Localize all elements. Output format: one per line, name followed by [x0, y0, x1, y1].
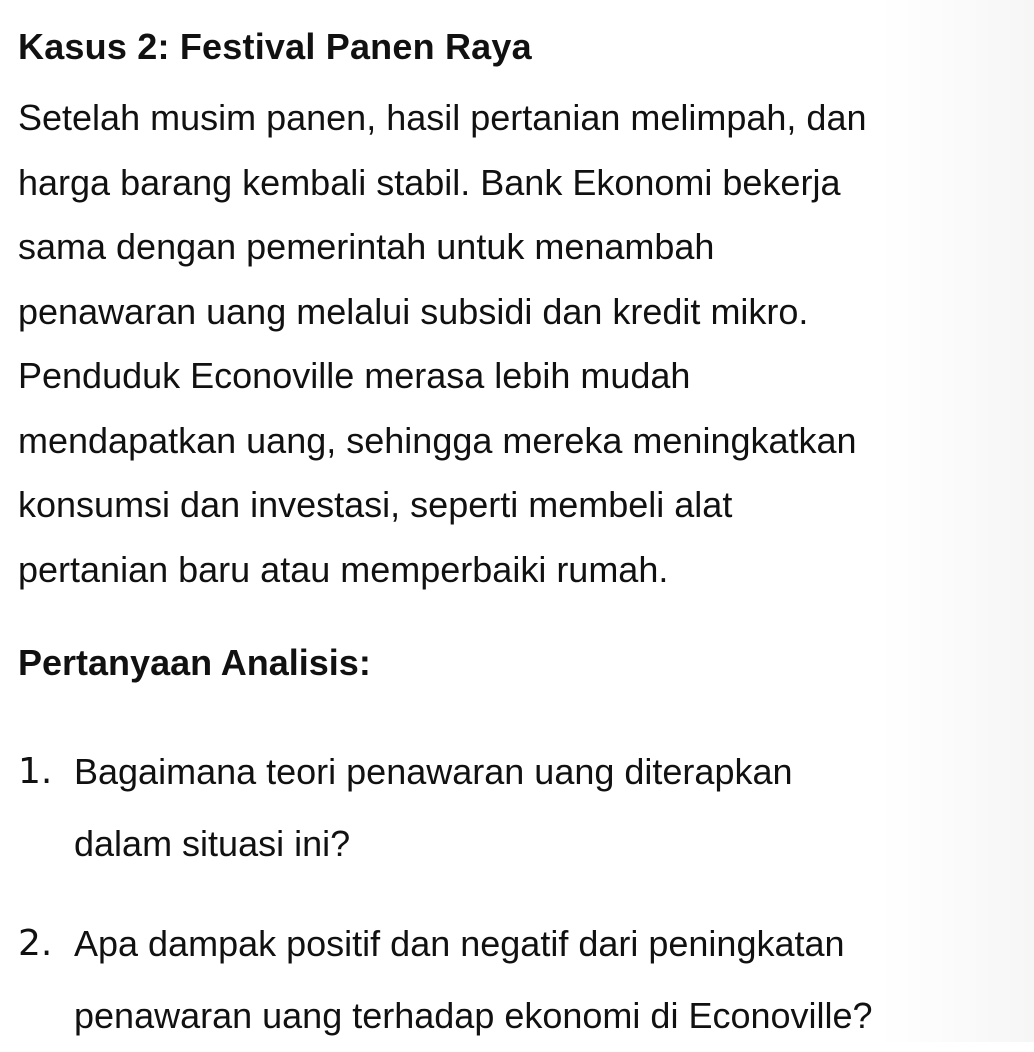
question-text-line: Apa dampak positif dan negatif dari peningkatan: [74, 923, 845, 964]
question-text-line: Bagaimana teori penawaran uang diterapkan: [74, 751, 793, 792]
question-number: 2.: [18, 923, 53, 964]
case-description-line: Setelah musim panen, hasil pertanian melimpah, dan: [18, 97, 867, 138]
question-text-line: penawaran uang terhadap ekonomi di Econoville?: [74, 995, 873, 1036]
analysis-heading: Pertanyaan Analisis:: [18, 642, 371, 683]
case-description-line: pertanian baru atau memperbaiki rumah.: [18, 548, 669, 590]
case-title: Kasus 2: Festival Panen Raya: [18, 26, 532, 67]
question-text: [74, 908, 873, 1052]
question-text: [74, 736, 793, 880]
case-description-line: sama dengan pemerintah untuk menambah: [18, 226, 715, 267]
case-description-line: mendapatkan uang, sehingga mereka meningkatkan: [18, 419, 857, 461]
case-description-line: penawaran uang melalui subsidi dan kredit mikro.: [18, 290, 809, 332]
case-description: [18, 86, 1023, 602]
question-number: 1.: [18, 751, 53, 792]
question-text-line: dalam situasi ini?: [74, 823, 351, 864]
case-description-line: konsumsi dan investasi, seperti membeli alat: [18, 484, 733, 525]
case-description-line: harga barang kembali stabil. Bank Ekonomi bekerja: [18, 161, 841, 203]
case-description-line: Penduduk Econoville merasa lebih mudah: [18, 355, 691, 396]
